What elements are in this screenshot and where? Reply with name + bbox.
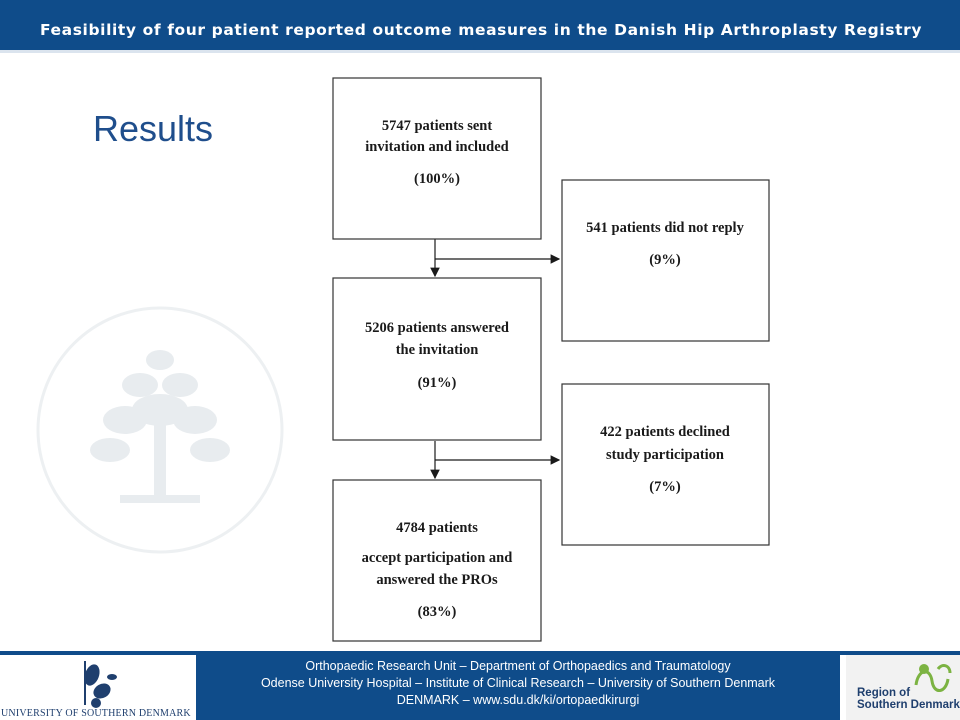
region-logo-line-2: Southern Denmark	[857, 699, 960, 711]
box2-percent: (9%)	[649, 252, 681, 268]
box5-line3: answered the PROs	[376, 572, 498, 588]
footer-line-1: Orthopaedic Research Unit – Department of Orthopaedics and Traumatology	[305, 659, 731, 673]
flow-box-answered-invitation	[333, 278, 541, 440]
box3-percent: (91%)	[417, 375, 457, 391]
box2-line1: 541 patients did not reply	[586, 220, 744, 236]
slide-title: Feasibility of four patient reported outcome measures in the Danish Hip Arthroplasty Registry	[40, 21, 923, 39]
region-logo	[846, 655, 960, 720]
box5-percent: (83%)	[417, 604, 457, 620]
box1-percent: (100%)	[414, 171, 460, 187]
region-logo-line-1: Region of	[857, 687, 911, 699]
box3-line2: the invitation	[395, 342, 479, 358]
footer-info	[196, 652, 840, 720]
box4-line1: 422 patients declined	[600, 424, 730, 440]
box1-line2: invitation and included	[365, 139, 509, 155]
sdu-tree-icon	[0, 655, 196, 710]
footer-line-2: Odense University Hospital – Institute of Clinical Research – University of Southern Denmark	[260, 676, 776, 690]
box4-line2: study participation	[605, 447, 725, 463]
box4-percent: (7%)	[649, 479, 681, 495]
box1-line1: 5747 patients sent	[381, 118, 493, 134]
section-heading: Results	[93, 108, 214, 149]
box5-line2: accept participation and	[361, 550, 513, 566]
flow-box-accepted-participation	[333, 480, 541, 641]
box5-line1: 4784 patients	[396, 520, 478, 536]
region-logo-text	[857, 687, 960, 711]
box3-line1: 5206 patients answered	[365, 320, 509, 336]
footer-line-3: DENMARK – www.sdu.dk/ki/ortopaedkirurgi	[396, 693, 640, 707]
flow-box-sent-invitation	[333, 78, 541, 239]
flow-box-did-not-reply	[562, 180, 769, 341]
sdu-logo-text: UNIVERSITY OF SOUTHERN DENMARK	[1, 708, 191, 719]
flow-box-declined-participation	[562, 384, 769, 545]
sdu-logo	[0, 655, 196, 720]
